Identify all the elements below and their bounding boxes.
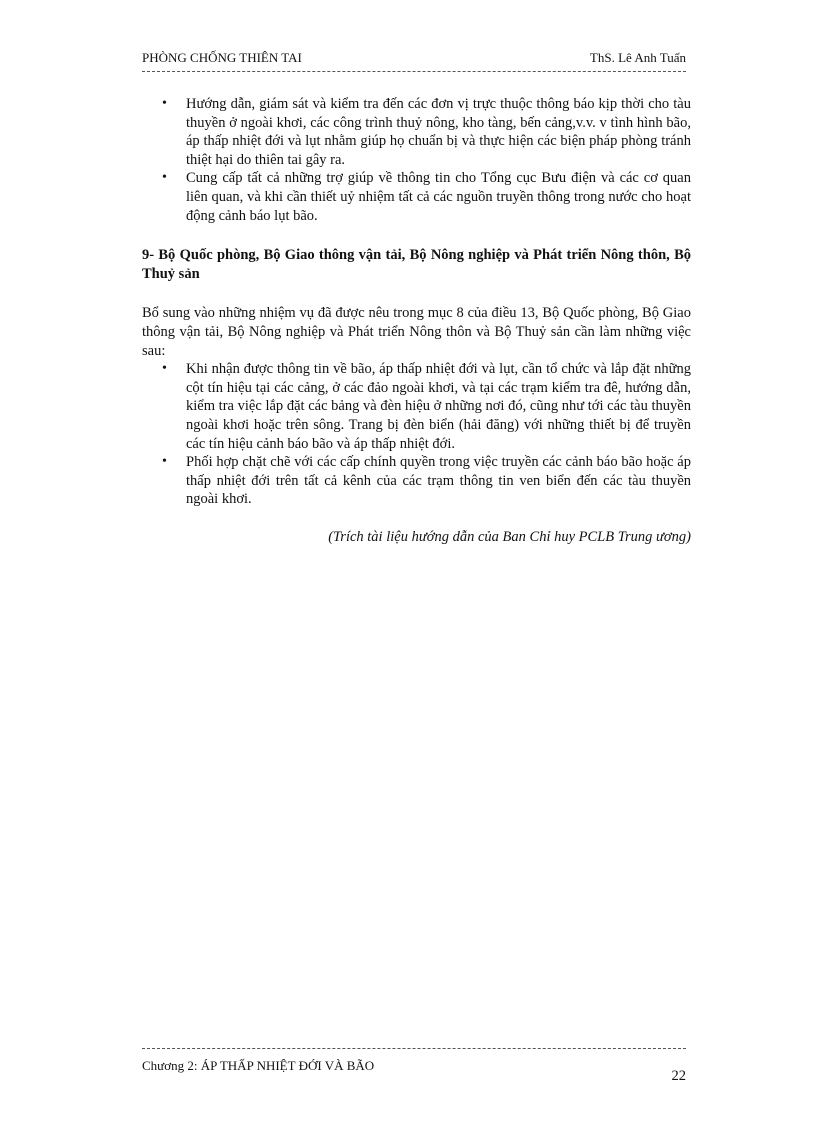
list-item <box>142 360 691 453</box>
list-item-text: Hướng dẫn, giám sát và kiểm tra đến các đơn vị trực thuộc thông báo kịp thời cho tàu thuyền ở ngoài khơi, các công trình thuỷ nông, kho tàng, bến cảng,v.v. v tình hình bão, áp thấp nhiệt đới và lụt nhằm giúp họ chuẩn bị và thực hiện các biện pháp phòng tránh thiệt hại do thiên tai gây ra. <box>186 96 691 168</box>
bullet-icon: • <box>162 454 167 470</box>
bullet-list-top <box>142 95 691 225</box>
list-item <box>142 453 691 509</box>
section-intro: Bổ sung vào những nhiệm vụ đã được nêu trong mục 8 của điều 13, Bộ Quốc phòng, Bộ Giao thông vận tải, Bộ Nông nghiệp và Phát triển Nông thôn và Bộ Thuỷ sản cần làm những việc sau: <box>142 305 691 359</box>
header-author: ThS. Lê Anh Tuấn <box>589 50 686 65</box>
bullet-icon: • <box>162 96 167 111</box>
bullet-icon: • <box>162 170 167 186</box>
footer-chapter: Chương 2: ÁP THẤP NHIỆT ĐỚI VÀ BÃO <box>142 1058 375 1073</box>
list-item-text: Phối hợp chặt chẽ với các cấp chính quyền trong việc truyền các cảnh báo bão hoặc áp thấp nhiệt đới trên tất cả kênh của các trạm thông tin ven biển đến các tàu thuyền ngoài khơi. <box>186 454 691 508</box>
section-heading: 9- Bộ Quốc phòng, Bộ Giao thông vận tải, Bộ Nông nghiệp và Phát triển Nông thôn, Bộ Thuỷ sản <box>142 247 691 282</box>
page-number: 22 <box>671 1068 686 1084</box>
bullet-icon: • <box>162 361 167 377</box>
page-body <box>142 95 691 546</box>
list-item <box>142 95 691 169</box>
bullet-list-section <box>142 360 691 509</box>
list-item-text: Khi nhận được thông tin về bão, áp thấp nhiệt đới và lụt, cần tổ chức và lắp đặt những cột tín hiệu tại các cảng, ở các đảo ngoài khơi, và tại các trạm kiểm tra đê, hướng dẫn, kiểm tra việc lắp đặt các bảng và đèn hiệu ở những nơi đó, cũng như tới các tàu thuyền ngoài khơi hoặc trên sông. Trang bị đèn biển (hải đăng) với những thiết bị để truyền các tín hiệu cảnh báo bão và áp thấp nhiệt đới. <box>186 361 691 452</box>
list-item <box>142 169 691 225</box>
header-divider <box>142 71 686 72</box>
page-header <box>142 50 686 68</box>
source-citation: (Trích tài liệu hướng dẫn của Ban Chỉ huy PCLB Trung ương) <box>328 528 691 545</box>
footer-divider <box>142 1048 686 1049</box>
header-title: PHÒNG CHỐNG THIÊN TAI <box>142 50 302 65</box>
list-item-text: Cung cấp tất cả những trợ giúp về thông tin cho Tổng cục Bưu điện và các cơ quan liên quan, và khi cần thiết uỷ nhiệm tất cả các nguồn truyền thông trong nước cho hoạt động cảnh báo lụt bão. <box>186 170 691 224</box>
